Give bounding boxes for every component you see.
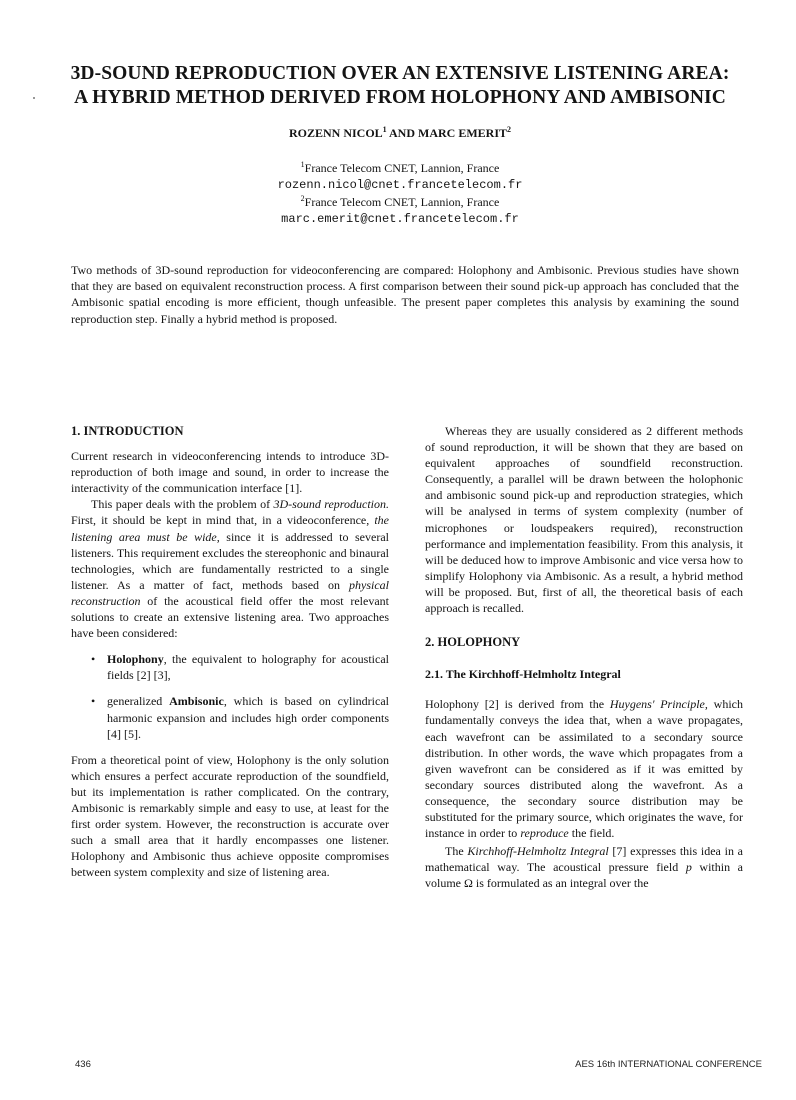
emphasis: reproduce: [520, 826, 569, 841]
list-item-holophony: [91, 651, 389, 683]
list-item-ambisonic: [91, 693, 389, 741]
text-run: the field.: [568, 826, 615, 841]
approach-list: [71, 651, 389, 741]
text-run: Holophony [2] is derived from the: [425, 697, 610, 712]
intro-paragraph-1: Current research in videoconferencing intends to introduce 3D-reproduction of both image and sound, in order to increase the interactivity of the communication interface [1].: [71, 449, 389, 496]
emphasis: p: [685, 860, 692, 875]
emphasis: the listening area must be wide,: [71, 513, 389, 544]
author-1-mark: 1: [382, 125, 387, 134]
abstract: Two methods of 3D-sound reproduction for videoconferencing are compared: Holophony and Ambisonic. Previous studies have shown that they are based on equivalent reconstruction process. A first comparison between their sound pick-up approach has concluded that the Ambisonic spatial encoding is more efficient, though unfeasible. The present paper completes this analysis by examining the sound reproduction step. Finally a hybrid method is proposed.: [71, 263, 739, 326]
affiliation-2-mark: 2: [300, 194, 305, 203]
affiliation-1-mark: 1: [300, 160, 305, 169]
scan-speck: [33, 97, 35, 99]
author-2: AND MARC EMERIT: [386, 126, 508, 140]
emphasis: Kirchhoff-Helmholtz Integral: [467, 844, 609, 859]
text-run: generalized: [107, 694, 170, 709]
author-line: [40, 126, 760, 141]
author-1: ROZENN NICOL: [288, 126, 383, 140]
emphasis: 3D-sound reproduction.: [273, 497, 389, 512]
section-heading-holophony: 2. HOLOPHONY: [425, 635, 521, 650]
bullet-icon: •: [91, 694, 96, 709]
holophony-paragraph-2: [425, 843, 743, 891]
emphasis: Huygens' Principle,: [609, 697, 708, 712]
text-run: which fundamentally conveys the idea that, when a wave propagates, each wavefront can be assimilated to a secondary source distribution. In other words, the wave which propagates from a given wavefront can be considered as if it was emitted by secondary sources distributed along the wavefront. As a consequence, the secondary source distribution may be substituted for the primary source, which originates the wave, for instance in order to: [425, 697, 743, 841]
affiliation-2-org: France Telecom CNET, Lannion, France: [304, 195, 500, 209]
email-2: marc.emerit@cnet.francetelecom.fr: [281, 212, 519, 226]
left-column: [71, 423, 389, 880]
email-1: rozenn.nicol@cnet.francetelecom.fr: [277, 178, 523, 192]
text-run: of the acoustical field offer the most relevant solutions to create an extensive listening area. Two approaches have been considered:: [71, 593, 389, 641]
author-2-mark: 2: [507, 125, 512, 134]
spacer: [425, 616, 743, 634]
affiliation-2: [10, 194, 790, 211]
text-run: , the equivalent to holography for acoustical fields [2] [3],: [107, 652, 389, 683]
affiliation-1: [10, 160, 790, 177]
title-line-1: 3D-SOUND REPRODUCTION OVER AN EXTENSIVE LISTENING AREA:: [70, 63, 730, 84]
emphasis: physical reconstruction: [71, 577, 389, 608]
holophony-paragraph-1: [425, 696, 743, 841]
paper-title: [40, 62, 760, 110]
text-run: This paper deals with the problem of: [91, 497, 274, 512]
intro-paragraph-3: From a theoretical point of view, Holophony is the only solution which ensures a perfect accurate reproduction of the soundfield, but its implementation is rather complicated. On the contrary, Ambisonic is remarkably simple and easy to use, at least for the first order system. However, the reconstruction is accurate over such a small area that it hardly encompasses one listener. Holophony and Ambisonic thus achieve opposite compromises between system complexity and size of listening area.: [71, 752, 389, 880]
bold-term: Ambisonic: [169, 694, 224, 709]
text-run: The: [445, 844, 468, 859]
subsection-heading: 2.1. The Kirchhoff-Helmholtz Integral: [425, 667, 621, 682]
text-run: [7] expresses this idea in a mathematical way. The acoustical pressure field: [425, 844, 744, 875]
section-heading-introduction: 1. INTRODUCTION: [71, 424, 184, 438]
bold-term: Holophony: [107, 652, 164, 667]
text-run: , which is based on cylindrical harmonic expansion and includes high order components [4] [5].: [107, 694, 389, 741]
title-line-2: A HYBRID METHOD DERIVED FROM HOLOPHONY AND AMBISONIC: [74, 87, 726, 108]
right-column: [425, 423, 743, 891]
page-number: 436: [75, 1059, 91, 1070]
affiliations: [10, 160, 790, 228]
intro-paragraph-2: [71, 496, 389, 641]
text-run: since it is addressed to several listeners. This requirement excludes the stereophonic and binaural technologies, which are fundamentally restricted to a single listener. As a matter of fact, methods based on: [71, 529, 389, 592]
bullet-icon: •: [91, 652, 96, 667]
text-run: First, it should be kept in mind that, in a videoconference,: [71, 513, 375, 528]
text-run: within a volume Ω is formulated as an integral over the: [425, 860, 743, 891]
intro-paragraph-4: Whereas they are usually considered as 2 different methods of sound reproduction, it will be shown that they are based on equivalent approaches of soundfield reconstruction. Consequently, a parallel will be drawn between the holophonic and ambisonic sound pick-up and reproduction strategies, which will be analysed in terms of system complexity (number of microphones or loudspeakers required), reconstruction performance and implementation feasibility. From this analysis, it will be deduced how to improve Ambisonic and vice versa how to simplify Holophony via Ambisonic. As a result, a hybrid method will be proposed. But, first of all, the theoretical basis of each approach is recalled.: [425, 424, 743, 616]
conference-name: AES 16th INTERNATIONAL CONFERENCE: [575, 1059, 762, 1070]
affiliation-1-org: France Telecom CNET, Lannion, France: [304, 161, 500, 175]
